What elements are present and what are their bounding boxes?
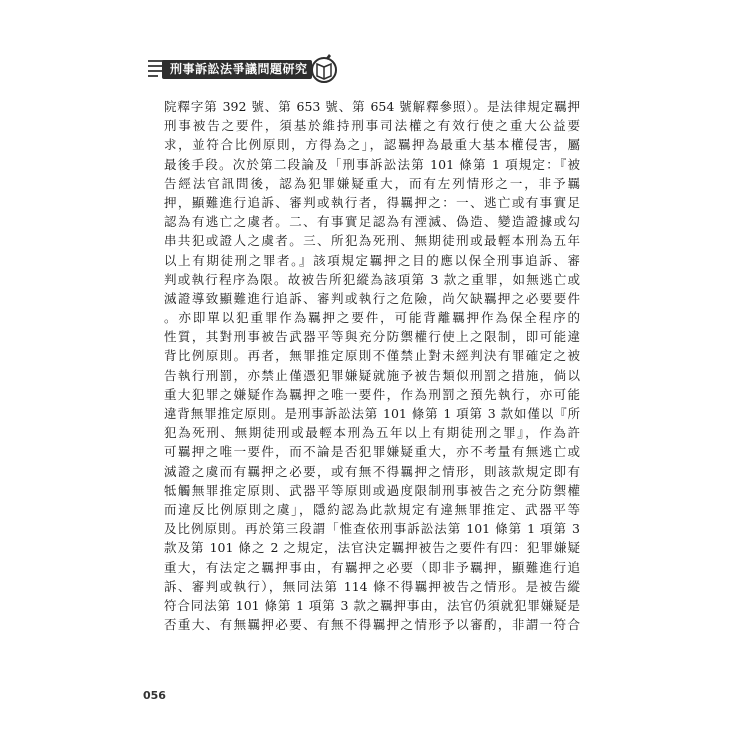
text-line: 串共犯或證人之虞者。三、所犯為死刑、無期徒刑或最輕本刑為五年 (164, 233, 580, 249)
text-line: 背比例原則。再者，無罪推定原則不僅禁止對未經判決有罪確定之被 (164, 348, 580, 364)
text-line: 款及第 101 條之 2 之規定，法官決定羈押被告之要件有四：犯罪嫌疑 (164, 540, 580, 556)
book-title: 刑事訴訟法爭議問題研究 (170, 62, 308, 76)
text-line: 符合同法第 101 條第 1 項第 3 款之羈押事由，法官仍須就犯罪嫌疑是 (164, 597, 580, 613)
text-line: 犯為死刑、無期徒刑或最輕本刑為五年以上有期徒刑之罪』，作為許 (164, 425, 580, 441)
text-line: 及比例原則。再於第三段謂「惟查依刑事訴訟法第 101 條第 1 項第 3 (164, 521, 580, 537)
body-text (164, 97, 580, 634)
text-line: 押，顯難進行追訴、審判或執行者，得羈押之：一、逃亡或有事實足 (164, 194, 580, 210)
text-line: 訴、審判或執行），無同法第 114 條不得羈押被告之情形。是被告縱 (164, 578, 580, 594)
text-line: 告執行刑罰，亦禁止僅憑犯罪嫌疑就施予被告類似刑罰之措施，倘以 (164, 367, 580, 383)
text-line: 重大犯罪之嫌疑作為羈押之唯一要件，作為刑罰之預先執行，亦可能 (164, 386, 580, 402)
text-line: 以上有期徒刑之罪者。』該項規定羈押之目的應以保全刑事追訴、審 (164, 252, 580, 268)
text-line: 違背無罪推定原則。是刑事訴訟法第 101 條第 1 項第 3 款如僅以『所 (164, 406, 580, 421)
text-line: 重大，有法定之羈押事由，有羈押之必要（即非予羈押，顯難進行追 (164, 559, 580, 575)
text-line: 性質，其對刑事被告武器平等與充分防禦權行使上之限制，即可能違 (164, 329, 580, 345)
text-line: 告經法官訊問後，認為犯罪嫌疑重大，而有左列情形之一，非予羈 (164, 175, 580, 191)
text-line: 認為有逃亡之虞者。二、有事實足認為有湮滅、偽造、變造證據或勾 (164, 214, 580, 230)
text-line: 院釋字第 392 號、第 653 號、第 654 號解釋參照）。是法律規定羈押 (164, 99, 580, 114)
text-line: 。亦即單以犯重罪作為羈押之要件，可能背離羈押作為保全程序的 (164, 310, 580, 326)
text-line: 否重大、有無羈押必要、有無不得羈押之情形予以審酌，非謂一符合 (164, 617, 580, 633)
text-line: 牴觸無罪推定原則、武器平等原則或過度限制刑事被告之充分防禦權 (164, 482, 580, 498)
page-number: 056 (143, 689, 166, 702)
text-line: 滅證之虞而有羈押之必要，或有無不得羈押之情形，則該款規定即有 (164, 463, 580, 479)
running-header (148, 46, 338, 90)
text-line: 而違反比例原則之虞」，隱約認為此款規定有違無罪推定、武器平等 (164, 501, 580, 517)
text-line: 最後手段。次於第二段論及「刑事訴訟法第 101 條第 1 項規定：『被 (164, 156, 580, 172)
text-line: 可羈押之唯一要件，而不論是否犯罪嫌疑重大，亦不考量有無逃亡或 (164, 444, 580, 460)
text-line: 刑事被告之要件，須基於維持刑事司法權之有效行使之重大公益要 (164, 118, 580, 134)
text-line: 滅證導致顯難進行追訴、審判或執行之危險，尚欠缺羈押之必要要件 (164, 290, 580, 306)
text-line: 求，並符合比例原則，方得為之」，認羈押為最重大基本權侵害，屬 (164, 137, 580, 153)
book-icon (309, 52, 339, 86)
text-line: 判或執行程序為限。故被告所犯縱為該項第 3 款之重罪，如無逃亡或 (164, 271, 580, 287)
